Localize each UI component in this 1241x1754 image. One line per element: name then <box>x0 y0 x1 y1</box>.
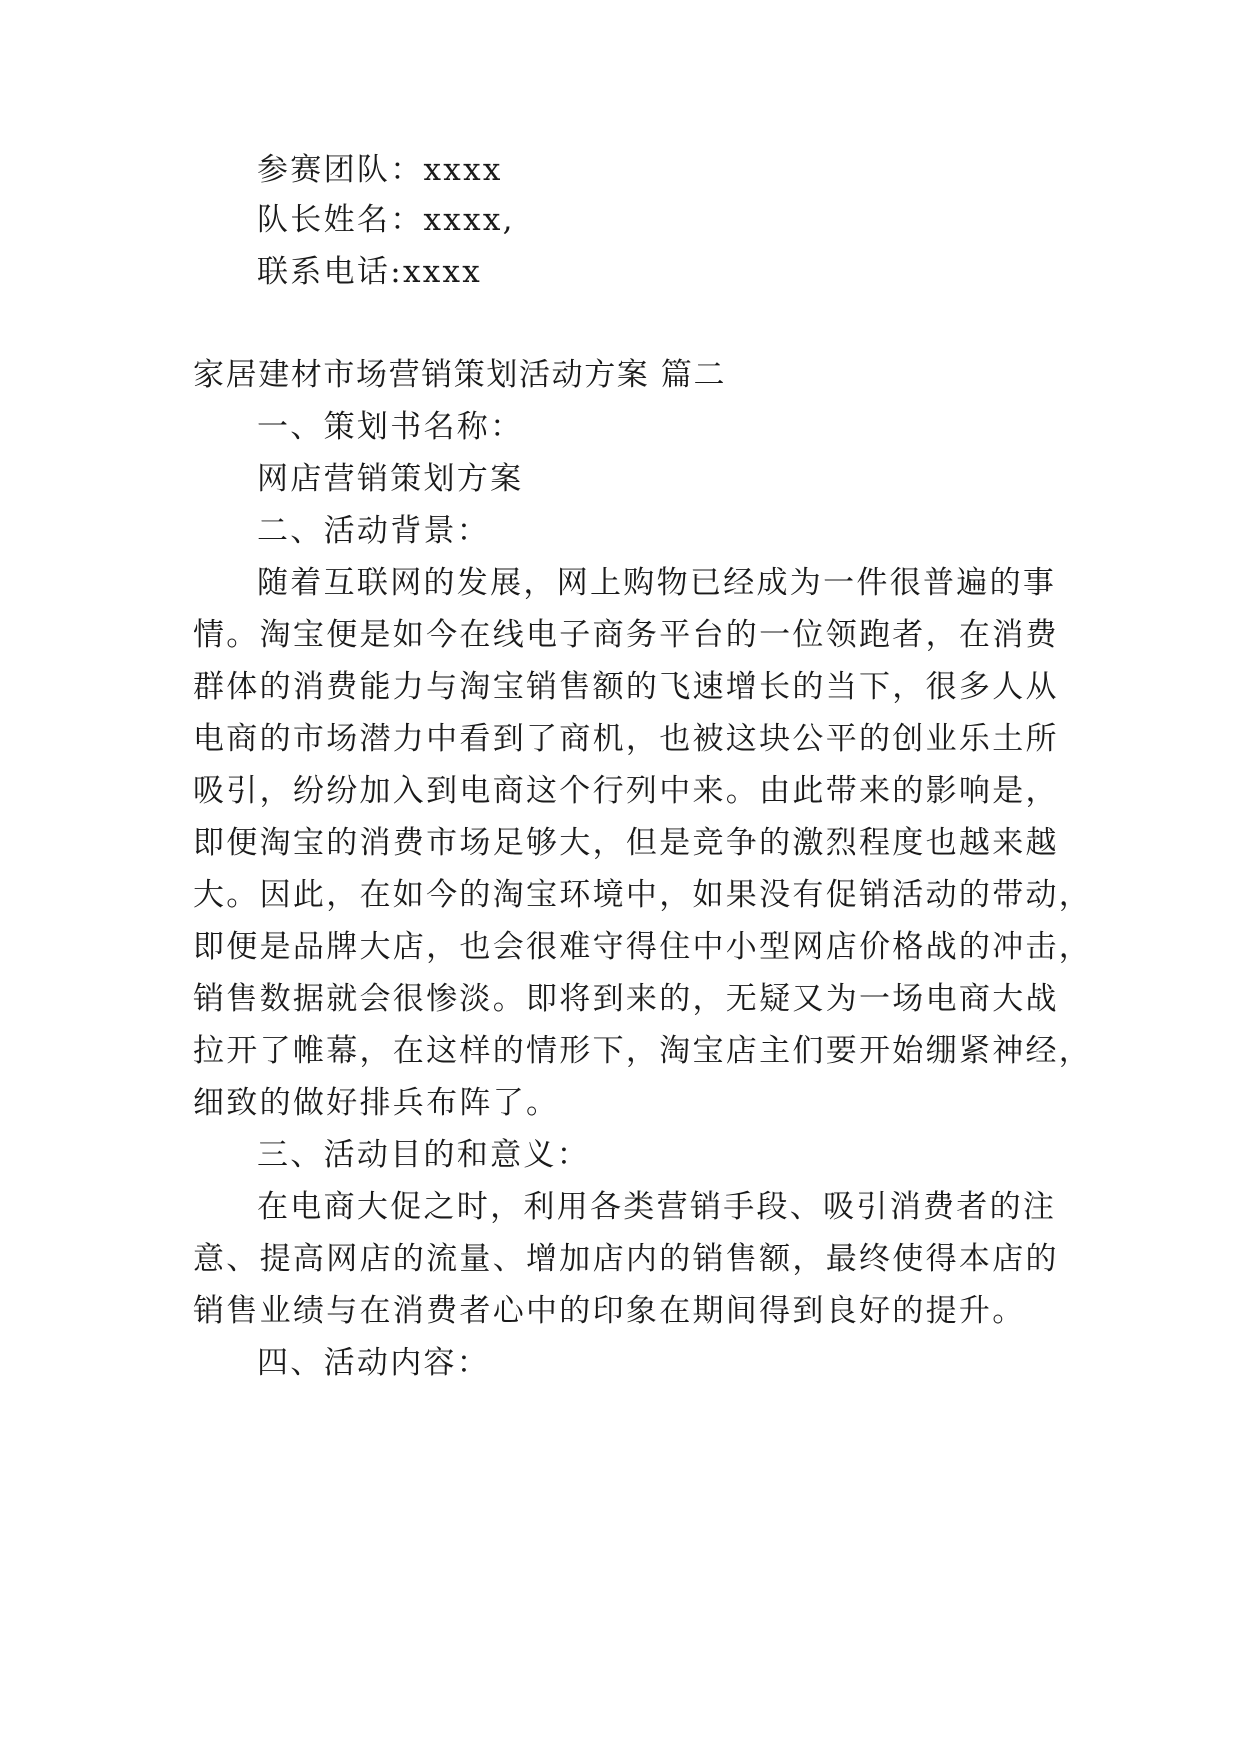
content-heading: 四、活动内容： <box>257 1345 491 1381</box>
purpose-heading: 三、活动目的和意义： <box>257 1137 590 1173</box>
background-line: 吸引，纷纷加入到电商这个行列中来。由此带来的影响是， <box>193 773 1059 809</box>
background-line: 即便是品牌大店，也会很难守得住中小型网店价格战的冲击， <box>193 929 1093 965</box>
team-info: 参赛团队：xxxx <box>257 152 503 188</box>
background-line: 拉开了帷幕，在这样的情形下，淘宝店主们要开始绷紧神经， <box>193 1033 1093 1069</box>
background-line: 细致的做好排兵布阵了。 <box>193 1085 560 1121</box>
plan-name-heading: 一、策划书名称： <box>257 409 524 445</box>
purpose-line: 在电商大促之时，利用各类营销手段、吸引消费者的注 <box>257 1189 1057 1225</box>
plan-name: 网店营销策划方案 <box>257 461 524 497</box>
background-line: 即便淘宝的消费市场足够大，但是竞争的激烈程度也越来越 <box>193 825 1059 861</box>
background-line: 销售数据就会很惨淡。即将到来的，无疑又为一场电商大战 <box>193 981 1059 1017</box>
background-heading: 二、活动背景： <box>257 513 491 549</box>
captain-info: 队长姓名：xxxx, <box>257 202 515 238</box>
background-line: 电商的市场潜力中看到了商机，也被这块公平的创业乐土所 <box>193 721 1059 757</box>
phone-info: 联系电话:xxxx <box>257 254 483 290</box>
background-line: 大。因此，在如今的淘宝环境中，如果没有促销活动的带动， <box>193 877 1093 913</box>
section-title: 家居建材市场营销策划活动方案 篇二 <box>193 357 727 393</box>
purpose-line: 销售业绩与在消费者心中的印象在期间得到良好的提升。 <box>193 1293 1026 1329</box>
background-line: 随着互联网的发展，网上购物已经成为一件很普遍的事 <box>257 565 1057 601</box>
background-line: 情。淘宝便是如今在线电子商务平台的一位领跑者，在消费 <box>193 617 1059 653</box>
purpose-line: 意、提高网店的流量、增加店内的销售额，最终使得本店的 <box>193 1241 1059 1277</box>
background-line: 群体的消费能力与淘宝销售额的飞速增长的当下，很多人从 <box>193 669 1059 705</box>
